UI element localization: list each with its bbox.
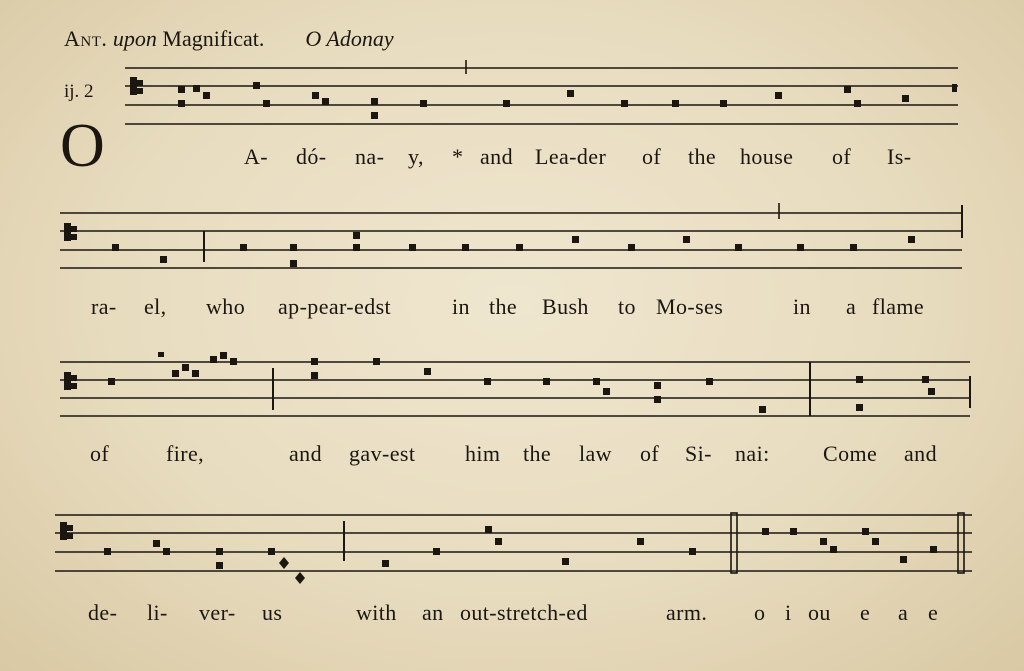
syllable: of [832, 144, 852, 169]
vowel: e [928, 600, 939, 625]
syllable: an [422, 600, 444, 625]
syllable: house [740, 144, 794, 169]
syllable: of [90, 441, 110, 466]
vowel: a [898, 600, 909, 625]
staff-3 [0, 348, 1024, 418]
mode-indicator: ij. 2 [64, 81, 94, 102]
vowel: ou [808, 600, 831, 625]
syllable: na- [355, 144, 385, 169]
asterisk: * [452, 144, 464, 169]
syllable: and [480, 144, 513, 169]
initial-letter: O [60, 112, 105, 180]
lyric-line-1 [0, 144, 1024, 174]
syllable: to [618, 294, 636, 319]
syllable: the [688, 144, 717, 169]
syllable: ap-pear-edst [278, 294, 392, 319]
syllable: Lea-der [535, 144, 607, 169]
syllable: Come [823, 441, 878, 466]
syllable: of [640, 441, 660, 466]
syllable: Mo-ses [656, 294, 724, 319]
syllable: Si- [685, 441, 712, 466]
syllable: him [465, 441, 501, 466]
syllable: li- [147, 600, 168, 625]
syllable: the [523, 441, 552, 466]
syllable: gav-est [349, 441, 416, 466]
lyric-line-4 [0, 600, 1024, 630]
antiphon-label: Ant. [64, 26, 108, 51]
syllable: Is- [887, 144, 912, 169]
canticle-label: Magnificat. [162, 26, 265, 51]
syllable: the [489, 294, 518, 319]
syllable: arm. [666, 600, 708, 625]
syllable: el, [144, 294, 167, 319]
syllable: de- [88, 600, 118, 625]
staff-1 [0, 60, 1024, 140]
syllable: in [793, 294, 811, 319]
syllable: a [846, 294, 857, 319]
syllable: who [206, 294, 246, 319]
staff-2 [0, 200, 1024, 290]
syllable: in [452, 294, 470, 319]
syllable: y, [408, 144, 424, 169]
c-clef [130, 77, 137, 95]
syllable: us [262, 600, 283, 625]
syllable: out-stretch-ed [460, 600, 588, 625]
vowel: i [785, 600, 792, 625]
syllable: of [642, 144, 662, 169]
syllable: A- [244, 144, 269, 169]
lyric-line-2 [0, 294, 1024, 324]
staff-4 [0, 505, 1024, 595]
syllable: Bush [542, 294, 589, 319]
syllable: flame [872, 294, 925, 319]
syllable: dó- [296, 144, 327, 169]
syllable: ra- [91, 294, 117, 319]
syllable: fire, [166, 441, 205, 466]
syllable: with [356, 600, 397, 625]
syllable: nai: [735, 441, 770, 466]
syllable: and [904, 441, 937, 466]
syllable: and [289, 441, 322, 466]
vowel: e [860, 600, 871, 625]
incipit-label: O Adonay [305, 26, 394, 51]
syllable: law [579, 441, 612, 466]
syllable: ver- [199, 600, 236, 625]
antiphon-heading [64, 26, 394, 52]
upon-label: upon [112, 26, 157, 51]
vowel: o [754, 600, 766, 625]
lyric-line-3 [0, 441, 1024, 471]
